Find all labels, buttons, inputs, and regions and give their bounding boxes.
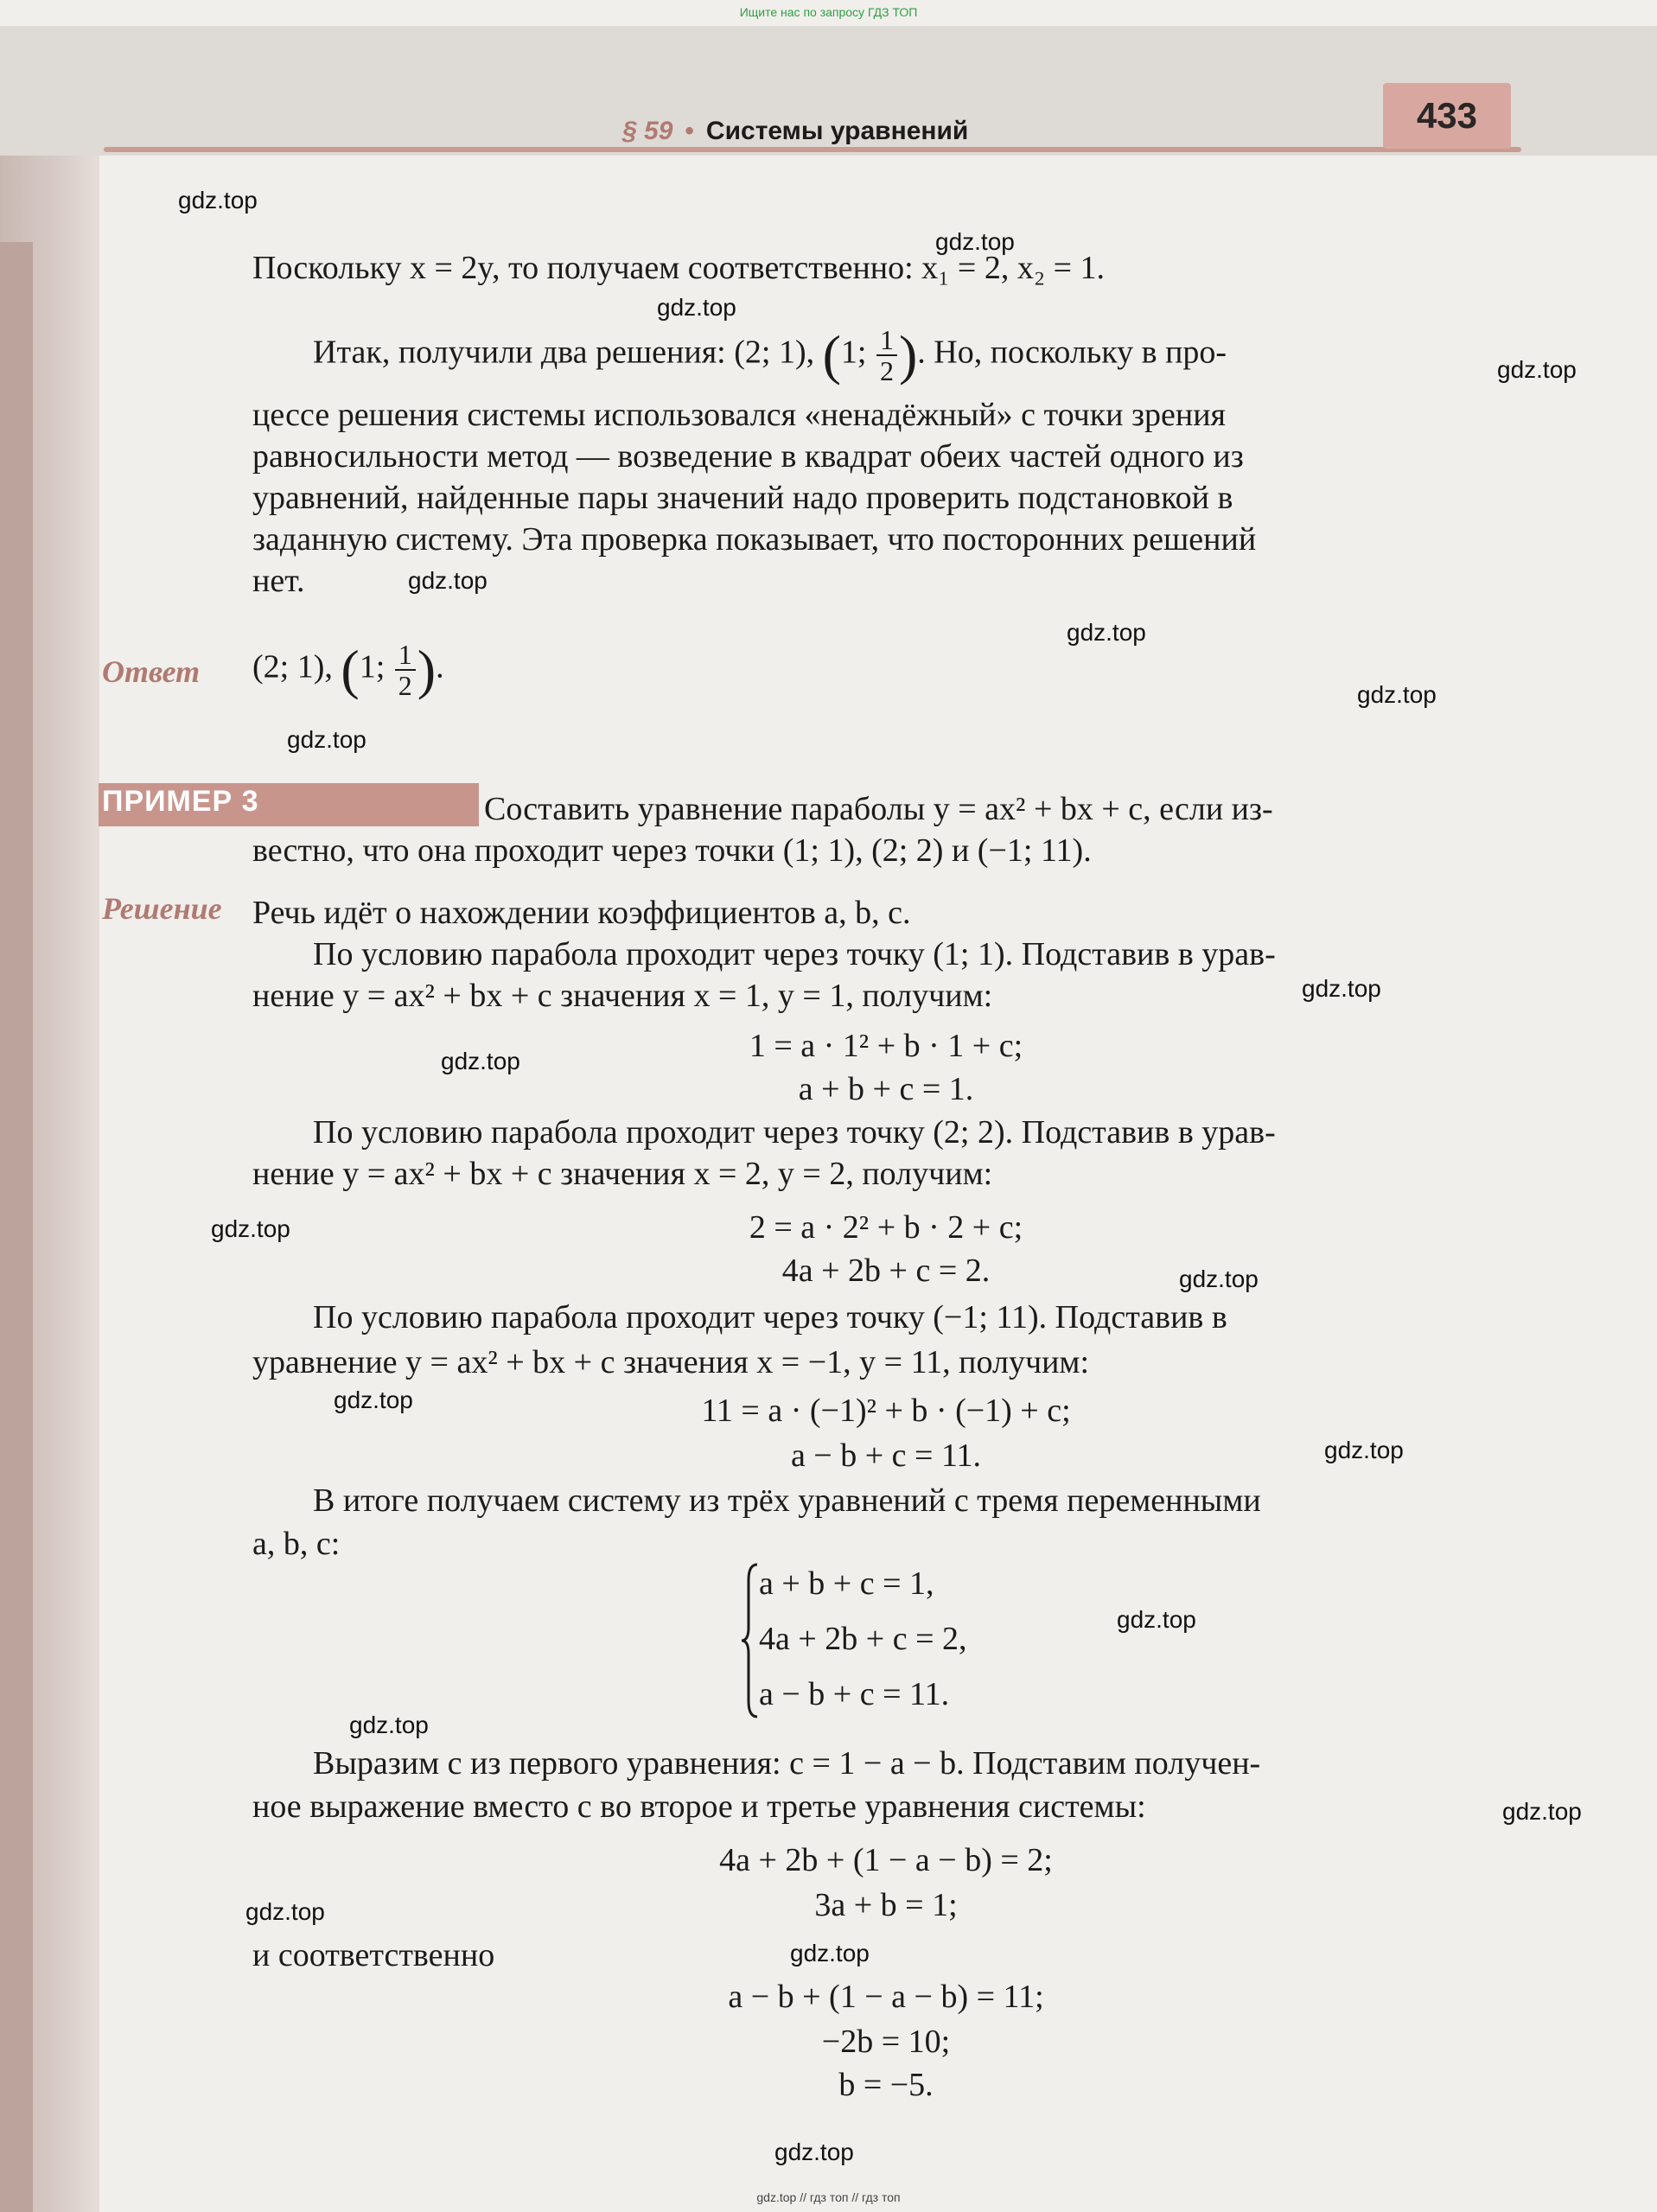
answer-text: (2; 1), (1; $\frac{1}{2}$ ). bbox=[252, 639, 444, 701]
paren-close: ) bbox=[898, 324, 918, 386]
equation: −2b = 10; bbox=[821, 2024, 951, 2060]
answer-label: Ответ bbox=[102, 654, 201, 689]
text-line: Итак, получили два решения: (2; 1), (1; $\frac{1}{2}$ ). Но, поскольку в про- bbox=[313, 324, 1227, 386]
watermark: gdz.top bbox=[935, 228, 1015, 255]
text-line: Поскольку x = 2y, то получаем соответственно: x₁ = 2, x₂ = 1. bbox=[252, 250, 1106, 286]
watermark: gdz.top bbox=[1117, 1606, 1196, 1633]
text-line: цессе решения системы использовался «ненадёжный» с точки зрения bbox=[252, 397, 1227, 433]
watermark: gdz.top bbox=[178, 187, 258, 214]
watermark: gdz.top bbox=[441, 1048, 520, 1074]
text-line: По условию парабола проходит через точку (1; 1). Подставив в урав- bbox=[313, 936, 1276, 972]
watermark: gdz.top bbox=[1067, 619, 1146, 646]
watermark: gdz.top bbox=[1302, 975, 1381, 1002]
paren-open: ( bbox=[822, 324, 841, 386]
text-line: По условию парабола проходит через точку (−1; 11). Подставив в bbox=[313, 1299, 1227, 1335]
watermark: gdz.top bbox=[287, 726, 366, 753]
text-line: Выразим c из первого уравнения: c = 1 − a − b. Подставим получен- bbox=[313, 1745, 1261, 1782]
text-line: уравнение y = ax² + bx + c значения x = −1, y = 11, получим: bbox=[252, 1344, 1090, 1380]
running-head bbox=[622, 117, 968, 146]
text-line: заданную систему. Эта проверка показывает, что посторонних решений bbox=[252, 521, 1257, 558]
chapter-title: Системы уравнений bbox=[705, 117, 969, 145]
watermark: gdz.top bbox=[408, 567, 488, 594]
system-eq: a − b + c = 11. bbox=[759, 1676, 950, 1712]
footer-note: gdz.top // гдз топ // гдз топ bbox=[756, 2190, 901, 2204]
watermark: gdz.top bbox=[1357, 681, 1437, 708]
equation: 1 = a · 1² + b · 1 + c; bbox=[749, 1028, 1023, 1064]
text-line: В итоге получаем систему из трёх уравнений с тремя переменными bbox=[313, 1482, 1261, 1519]
watermark: gdz.top bbox=[1324, 1437, 1404, 1463]
equation: 3a + b = 1; bbox=[814, 1887, 958, 1923]
equation: 4a + 2b + (1 − a − b) = 2; bbox=[719, 1842, 1053, 1878]
text-line: По условию парабола проходит через точку (2; 2). Подставив в урав- bbox=[313, 1114, 1276, 1151]
header-rule bbox=[104, 147, 1521, 152]
equation: a + b + c = 1. bbox=[798, 1071, 974, 1107]
fraction-half: $\frac{1}{2}$ bbox=[876, 325, 897, 386]
section-number: § 59 bbox=[622, 117, 673, 145]
system-eq: a + b + c = 1, bbox=[759, 1565, 934, 1602]
solution-label: Решение bbox=[102, 891, 222, 926]
text-line: a, b, c: bbox=[252, 1526, 341, 1562]
text-line: равносильности метод — возведение в квадрат обеих частей одного из bbox=[252, 438, 1244, 475]
watermark: gdz.top bbox=[774, 2139, 854, 2165]
watermark: gdz.top bbox=[657, 294, 736, 321]
watermark: gdz.top bbox=[1497, 356, 1577, 383]
system-brace bbox=[742, 1563, 759, 1718]
text-line: нение y = ax² + bx + c значения x = 1, y = 1, получим: bbox=[252, 978, 993, 1014]
text-line: и соответственно bbox=[252, 1937, 495, 1973]
equation: 4a + 2b + c = 2. bbox=[781, 1253, 991, 1289]
system-eq: 4a + 2b + c = 2, bbox=[759, 1621, 967, 1657]
watermark: gdz.top bbox=[790, 1940, 870, 1967]
equation: 2 = a · 2² + b · 2 + c; bbox=[749, 1209, 1023, 1246]
text-line: нет. bbox=[252, 563, 305, 599]
page-number: 433 bbox=[1383, 83, 1511, 149]
watermark: gdz.top bbox=[1502, 1798, 1582, 1825]
watermark: gdz.top bbox=[1179, 1265, 1259, 1292]
example-label: ПРИМЕР 3 bbox=[102, 785, 259, 818]
text-line: нение y = ax² + bx + c значения x = 2, y = 2, получим: bbox=[252, 1156, 993, 1192]
text-line: Речь идёт о нахождении коэффициентов a, b, c. bbox=[252, 895, 911, 931]
fraction-half: $\frac{1}{2}$ bbox=[395, 640, 416, 700]
equation: a − b + (1 − a − b) = 11; bbox=[728, 1979, 1044, 2015]
text-line: вестно, что она проходит через точки (1; 1), (2; 2) и (−1; 11). bbox=[252, 832, 1092, 869]
watermark: gdz.top bbox=[349, 1712, 429, 1738]
text-line: уравнений, найденные пары значений надо проверить подстановкой в bbox=[252, 480, 1233, 516]
watermark: gdz.top bbox=[245, 1898, 325, 1925]
text-line: ное выражение вместо c во второе и третье уравнения системы: bbox=[252, 1788, 1146, 1825]
equation: a − b + c = 11. bbox=[790, 1437, 982, 1474]
margin-band-edge bbox=[0, 242, 33, 2212]
watermark: gdz.top bbox=[334, 1386, 413, 1413]
text-line: Составить уравнение параболы y = ax² + bx + c, если из- bbox=[484, 791, 1273, 827]
equation: b = −5. bbox=[838, 2067, 934, 2103]
equation: 11 = a · (−1)² + b · (−1) + c; bbox=[701, 1393, 1071, 1429]
top-note: Ищите нас по запросу ГДЗ ТОП bbox=[739, 5, 918, 19]
bullet: • bbox=[685, 117, 694, 145]
watermark: gdz.top bbox=[211, 1215, 290, 1242]
